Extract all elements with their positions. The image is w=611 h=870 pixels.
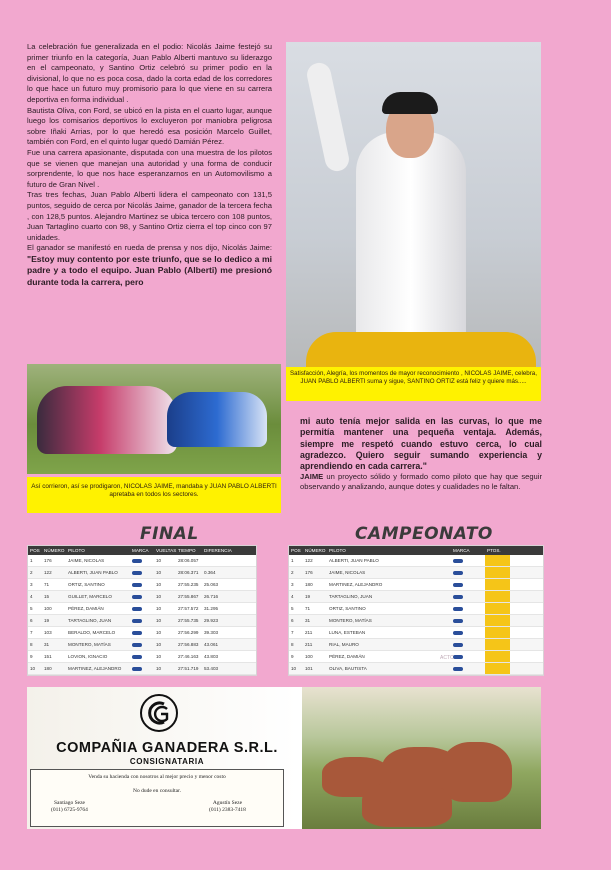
table-row [289,555,543,567]
points-cell [485,615,510,626]
col-points: PTOS. [487,548,501,553]
cell-diff: 25.063 [204,582,219,587]
paragraph [27,243,272,288]
table-row [28,579,256,591]
cell-pos: 2 [291,570,294,575]
cell-diff: 26.716 [204,594,219,599]
points-cell [485,651,510,662]
cell-driver: ALBERTI, JUAN PABLO [329,558,379,563]
winner-photo [286,42,541,367]
ad-slogan: Venda su hacienda con nosotros al mejor precio y menor costo [88,774,226,780]
points-cell [485,555,510,566]
cell-brand [130,606,154,611]
contact-name: Santiago Seze [53,800,85,806]
cell-driver: PÉREZ, DAMIÁN [68,606,104,611]
cell-number: 100 [44,606,52,611]
cell-pos: 4 [291,594,294,599]
cell-pos: 2 [30,570,33,575]
cell-pos: 7 [291,630,294,635]
cell-number: 100 [305,654,313,659]
brand-logo-icon [453,655,463,659]
watermark: ACTC [440,655,454,661]
points-cell [485,639,510,650]
cell-driver: ORTIZ, SANTINO [329,606,366,611]
cell-time: 27:55.735 [178,618,199,623]
cell-driver: PÉREZ, DAMIÁN [329,654,365,659]
cell-time: 27:56.883 [178,642,199,647]
brand-logo-icon [132,571,142,575]
cell-time: 28:06.371 [178,570,199,575]
brand-logo-icon [132,595,142,599]
table-header [289,546,543,555]
brand-logo-icon [132,583,142,587]
cell-diff: 39.303 [204,630,219,635]
cell-brand [451,558,485,563]
brand-logo-icon [132,667,142,671]
cell-driver: JAIME, NICOLAS [329,570,366,575]
cell-number: 31 [305,618,311,623]
table-row [28,627,256,639]
race-car-blue [167,392,267,447]
cell-time: 27:56.299 [178,630,199,635]
cell-brand [451,594,485,599]
cell-pos: 8 [30,642,33,647]
cell-laps: 10 [156,666,162,671]
cell-driver: RIAL, MAURO [329,642,359,647]
contact-name: Agustín Seze [212,800,243,806]
cell-number: 151 [44,654,52,659]
table-row [28,639,256,651]
cell-time: 28:06.057 [178,558,199,563]
col-diff: DIFERENCIA [204,548,232,553]
article-lead [27,42,272,289]
points-cell [485,603,510,614]
cell-driver: ALBERTI, JUAN PABLO [68,570,118,575]
cell-pos: 10 [30,666,36,671]
table-row [28,567,256,579]
cell-brand [130,654,154,659]
cell-diff: 0.364 [204,570,216,575]
cell-time: 27:57.572 [178,606,199,611]
company-logo-icon [139,693,179,733]
cell-driver: BERALDO, MARCELO [68,630,116,635]
cell-pos: 7 [30,630,33,635]
cell-number: 103 [44,630,52,635]
brand-logo-icon [132,631,142,635]
photo-car [306,332,536,372]
col-pos: POS [291,548,301,553]
cell-brand [451,606,485,611]
brand-logo-icon [453,643,463,647]
race-car-pink [37,386,177,454]
col-pos: POS [30,548,40,553]
col-laps: VUELTAS [156,548,177,553]
cell-number: 19 [305,594,311,599]
cow [442,742,512,802]
ad-contact-box [30,769,284,827]
table-row [289,651,543,663]
points-cell [485,663,510,674]
cell-brand [451,654,485,659]
race-caption: Así corrieron, así se prodigaron, NICOLAS JAIME, mandaba y JUAN PABLO ALBERTI apretaba en todos los sectores. [27,477,281,513]
table-row [28,555,256,567]
cell-number: 211 [305,642,313,647]
table-row [28,591,256,603]
quote-continued: mi auto tenía mejor salida en las curvas, lo que me permitía mantener una pequeña ventaja. Además, siempre me respetó cuando estuvo cerca, lo cual agradezco. Quiero seguir sumando experiencia y aprendiendo en cada carrera." [300,416,542,472]
cell-number: 19 [44,618,50,623]
cell-time: 27:55.867 [178,594,199,599]
paragraph: Bautista Oliva, con Ford, se ubicó en la pista en el cuarto lugar, aunque luego los comisarios deportivos lo excluyeron por maniobra peligrosa sobre Iñaki Arrias, por lo que heredó esa posición Marcelo Guillet, también con Ford, en el quinto lugar quedó Damián Pérez. [27,105,272,147]
table-row [289,579,543,591]
closing-paragraph [300,472,542,492]
cattle-photo [302,687,541,829]
cell-driver: LUNA, ESTEBAN [329,630,366,635]
col-driver: PILOTO [68,548,85,553]
cell-pos: 6 [291,618,294,623]
cell-number: 122 [305,558,313,563]
brand-logo-icon [132,655,142,659]
cell-laps: 10 [156,570,162,575]
table-body [289,555,543,675]
table-header [28,546,256,555]
brand-logo-icon [132,559,142,563]
cell-driver: MARTINEZ, ALEJANDRO [68,666,122,671]
table-row [289,627,543,639]
cell-pos: 10 [291,666,297,671]
cell-number: 15 [44,594,50,599]
final-heading: FINAL [140,524,199,544]
brand-logo-icon [132,607,142,611]
cell-laps: 10 [156,630,162,635]
cell-diff: 53.403 [204,666,219,671]
article-continuation [300,416,542,492]
photo-driver [356,132,466,362]
contact-phone: (011) 6725-9764 [51,807,88,813]
contact-right [209,800,246,814]
brand-logo-icon [132,643,142,647]
brand-logo-icon [453,607,463,611]
table-row [289,615,543,627]
photo-cap [382,92,438,114]
cell-number: 122 [44,570,52,575]
col-number: NÚMERO [305,548,326,553]
cell-number: 31 [44,642,50,647]
cell-laps: 10 [156,618,162,623]
cell-pos: 3 [30,582,33,587]
cell-brand [451,666,485,671]
photo-arm [305,61,351,174]
brand-logo-icon [132,619,142,623]
cell-pos: 1 [30,558,33,563]
cell-pos: 5 [30,606,33,611]
cell-brand [451,582,485,587]
cell-number: 101 [305,666,313,671]
cell-pos: 1 [291,558,294,563]
table-row [289,603,543,615]
cell-driver: LOVION, IGNACIO [68,654,108,659]
company-name: COMPAÑIA GANADERA S.R.L. [56,740,278,756]
cell-driver: OLIVA, BAUTISTA [329,666,367,671]
table-row [289,591,543,603]
cell-brand [130,642,154,647]
cell-time: 27:46.163 [178,654,199,659]
cell-brand [451,618,485,623]
company-subtitle: CONSIGNATARIA [129,757,205,766]
cell-pos: 9 [291,654,294,659]
photo-caption: Satisfacción, Alegría, los momentos de mayor reconocimiento , NICOLAS JAIME, celebra, JUAN PABLO ALBERTI suma y sigue, SANTINO ORTIZ está feliz y quiere más..... [286,367,541,401]
brand-logo-icon [453,571,463,575]
cell-number: 71 [44,582,50,587]
cell-brand [130,630,154,635]
cell-pos: 8 [291,642,294,647]
cell-pos: 9 [30,654,33,659]
paragraph: La celebración fue generalizada en el podio: Nicolás Jaime festejó su primer triunfo en la categoría, Juan Pablo Alberti mantuvo su liderazgo en el campeonato, y Santino Ortiz celebró su primer podio en la divisional, lo que no es poca cosa, dado la corta edad de los corredores lo que hace un futuro muy promisorio para lo que viene en su carrera deportiva en forma individual . [27,42,272,104]
table-row [28,663,256,675]
col-driver: PILOTO [329,548,346,553]
cell-number: 180 [305,582,313,587]
ad-text-panel [27,687,297,829]
paragraph: Tras tres fechas, Juan Pablo Alberti lidera el campeonato con 131,5 puntos, seguido de cerca por Nicolás Jaime, ganador de la tercera fecha , con 128,5 puntos. Alejandro Martinez se ubica tercero con 108 puntos, Juan Tartaglino cuarto con 98, y Santino Ortiz cierra el top cinco con 97 unidades. [27,190,272,242]
closing-text: un proyecto sólido y formado como piloto que hay que seguir observando y analizando, aunque dotes y cualidades no le faltan. [300,472,542,492]
cell-brand [451,570,485,575]
cell-laps: 10 [156,654,162,659]
table-row [28,615,256,627]
cell-laps: 10 [156,642,162,647]
brand-logo-icon [453,595,463,599]
cell-diff: 29.923 [204,618,219,623]
points-cell [485,579,510,590]
cell-number: 176 [305,570,313,575]
cell-driver: GUILLET, MARCELO [68,594,112,599]
cell-pos: 4 [30,594,33,599]
cell-diff: 43.803 [204,654,219,659]
brand-logo-icon [453,667,463,671]
cow [362,782,452,827]
cell-number: 180 [44,666,52,671]
table-row [289,567,543,579]
cell-laps: 10 [156,582,162,587]
cell-driver: MONTERO, MATÍAS [329,618,372,623]
cell-time: 27:55.235 [178,582,199,587]
cell-laps: 10 [156,594,162,599]
ad-tagline: No dude en consultar. [133,788,181,794]
contact-left [51,800,88,814]
cell-number: 176 [44,558,52,563]
points-cell [485,591,510,602]
jaime-label: JAIME [300,472,324,482]
cell-diff: 43.061 [204,642,219,647]
col-brand: MARCA [453,548,470,553]
cell-laps: 10 [156,606,162,611]
cell-brand [130,582,154,587]
cell-laps: 10 [156,558,162,563]
cell-time: 27:51.719 [178,666,199,671]
paragraph-text: El ganador se manifestó en rueda de prensa y nos dijo, Nicolás Jaime: [27,243,272,253]
col-time: TIEMPO [178,548,196,553]
cell-brand [130,618,154,623]
cell-diff: 31.295 [204,606,219,611]
table-row [289,639,543,651]
table-row [289,663,543,675]
cell-driver: JAIME, NICOLAS [68,558,105,563]
cell-brand [130,570,154,575]
cell-driver: TARTAGLINO, JUAN [68,618,112,623]
cell-driver: MARTINEZ, ALEJANDRO [329,582,383,587]
championship-table [288,545,544,676]
brand-logo-icon [453,631,463,635]
campeonato-heading: CAMPEONATO [355,524,493,544]
race-photo [27,364,281,474]
winner-quote: "Estoy muy contento por este triunfo, que se lo dedico a mi padre y a todo el equipo. Juan Pablo (Alberti) me presionó durante toda la carrera, pero [27,253,272,288]
cell-driver: MONTERO, MATÍAS [68,642,111,647]
brand-logo-icon [453,619,463,623]
table-row [28,651,256,663]
cell-pos: 5 [291,606,294,611]
cell-pos: 3 [291,582,294,587]
table-row [28,603,256,615]
cell-brand [130,594,154,599]
final-results-table [27,545,257,676]
cell-brand [130,666,154,671]
cell-driver: ORTIZ, SANTINO [68,582,105,587]
points-cell [485,567,510,578]
paragraph: Fue una carrera apasionante, disputada con una muestra de los pilotos que se vienen que manejan una autoridad y una forma de conducir sorprendente, lo que nos hace esperanzarnos en un Automovilismo a futuro de Gran Nivel . [27,147,272,189]
points-cell [485,627,510,638]
brand-logo-icon [453,559,463,563]
cell-brand [130,558,154,563]
cell-brand [451,630,485,635]
col-brand: MARCA [132,548,149,553]
cell-number: 71 [305,606,311,611]
col-number: NÚMERO [44,548,65,553]
table-body [28,555,256,675]
advertisement [27,687,541,829]
brand-logo-icon [453,583,463,587]
cell-driver: TARTAGLINO, JUAN [329,594,373,599]
cell-pos: 6 [30,618,33,623]
cell-number: 211 [305,630,313,635]
cell-brand [451,642,485,647]
contact-phone: (011) 2383-7418 [209,807,246,813]
